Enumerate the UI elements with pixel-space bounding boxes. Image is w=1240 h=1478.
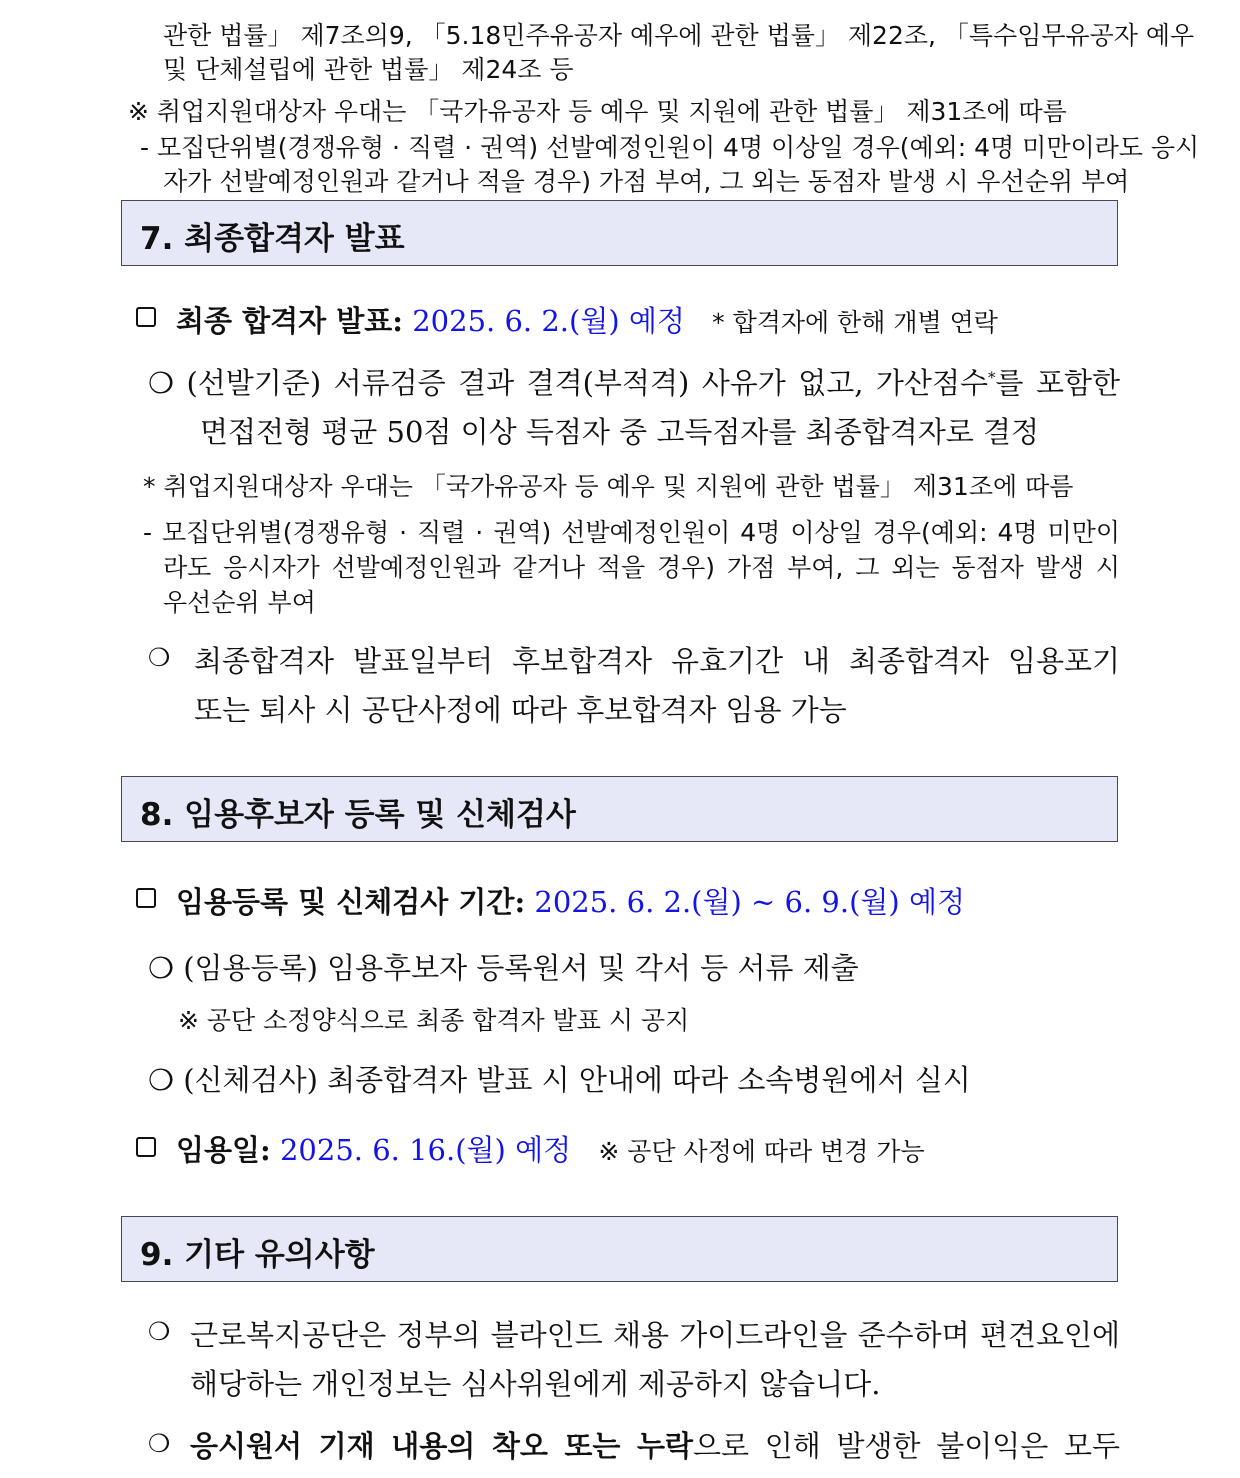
circle-bullet-icon: ❍ xyxy=(148,1429,171,1458)
criteria-prefix: ❍ (선발기준) 서류검증 결과 결격(부적격) 사유가 없고, 가산점수 xyxy=(148,366,988,400)
period-row xyxy=(176,880,965,921)
checkbox-square-icon xyxy=(136,1137,156,1157)
star-note: * 취업지원대상자 우대는 「국가유공자 등 예우 및 지원에 관한 법률」 제31조에 따름 xyxy=(143,472,1074,501)
intro-dash-line-2: 자가 선발예정인원과 같거나 적을 경우) 가점 부여, 그 외는 동점자 발생 시 우선순위 부여 xyxy=(163,167,1130,196)
disadvantage-line xyxy=(190,1424,1120,1465)
period-label: 임용등록 및 신체검사 기간: xyxy=(176,885,526,919)
section-title-9: 9. 기타 유의사항 xyxy=(140,1237,375,1273)
criteria-suffix: 를 포함한 xyxy=(995,366,1120,400)
registration-note: ※ 공단 소정양식으로 최종 합격자 발표 시 공지 xyxy=(178,1006,690,1035)
s7-dash-line-2: 라도 응시자가 선발예정인원과 같거나 적을 경우) 가점 부여, 그 외는 동점자 발생 시 xyxy=(163,553,1120,582)
criteria-line-1 xyxy=(148,361,1120,402)
checkbox-square-icon xyxy=(136,888,156,908)
announce-row xyxy=(176,299,998,340)
section-title-8: 8. 임용후보자 등록 및 신체검사 xyxy=(140,797,576,833)
circle-bullet-icon: ❍ xyxy=(148,1317,171,1346)
criteria-line-2: 면접전형 평균 50점 이상 득점자 중 고득점자를 최종합격자로 결정 xyxy=(200,415,1040,449)
announce-note: * 합격자에 한해 개별 연락 xyxy=(712,308,998,337)
section-header-9 xyxy=(121,1216,1118,1282)
period-date: 2025. 6. 2.(월) ~ 6. 9.(월) 예정 xyxy=(534,885,965,919)
section-header-8 xyxy=(121,776,1118,842)
announce-label: 최종 합격자 발표: xyxy=(176,304,403,338)
guideline-line-1: 근로복지공단은 정부의 블라인드 채용 가이드라인을 준수하며 편견요인에 xyxy=(190,1318,1120,1352)
disadvantage-rest: 으로 인해 발생한 불이익은 모두 xyxy=(693,1429,1120,1463)
section-title-7: 7. 최종합격자 발표 xyxy=(140,221,405,257)
appoint-row xyxy=(176,1128,925,1169)
circle-bullet-icon: ❍ xyxy=(148,643,171,672)
health-check-item: ❍ (신체검사) 최종합격자 발표 시 안내에 따라 소속병원에서 실시 xyxy=(148,1063,971,1097)
section-header-7 xyxy=(121,200,1118,266)
reserve-line-2: 또는 퇴사 시 공단사정에 따라 후보합격자 임용 가능 xyxy=(194,693,847,727)
criteria-sup: * xyxy=(987,368,996,387)
appoint-note: ※ 공단 사정에 따라 변경 가능 xyxy=(598,1137,925,1166)
disadvantage-bold: 응시원서 기재 내용의 착오 또는 누락 xyxy=(190,1429,694,1463)
announce-date: 2025. 6. 2.(월) 예정 xyxy=(412,304,685,338)
registration-item: ❍ (임용등록) 임용후보자 등록원서 및 각서 등 서류 제출 xyxy=(148,951,859,985)
intro-note: ※ 취업지원대상자 우대는 「국가유공자 등 예우 및 지원에 관한 법률」 제31조에 따름 xyxy=(128,97,1067,126)
appoint-date: 2025. 6. 16.(월) 예정 xyxy=(279,1133,572,1167)
appoint-label: 임용일: xyxy=(176,1133,271,1167)
s7-dash-line-1: - 모집단위별(경쟁유형 · 직렬 · 권역) 선발예정인원이 4명 이상일 경우(예외: 4명 미만이 xyxy=(143,518,1120,547)
intro-line-1: 관한 법률」 제7조의9, 「5.18민주유공자 예우에 관한 법률」 제22조, 「특수임무유공자 예우 xyxy=(163,21,1195,50)
s7-dash-line-3: 우선순위 부여 xyxy=(163,588,316,617)
checkbox-square-icon xyxy=(136,307,156,327)
intro-line-2: 및 단체설립에 관한 법률」 제24조 등 xyxy=(163,55,574,84)
guideline-line-2: 해당하는 개인정보는 심사위원에게 제공하지 않습니다. xyxy=(190,1367,881,1401)
intro-dash-line-1: - 모집단위별(경쟁유형 · 직렬 · 권역) 선발예정인원이 4명 이상일 경우(예외: 4명 미만이라도 응시 xyxy=(140,133,1200,162)
reserve-line-1: 최종합격자 발표일부터 후보합격자 유효기간 내 최종합격자 임용포기 xyxy=(194,644,1120,678)
